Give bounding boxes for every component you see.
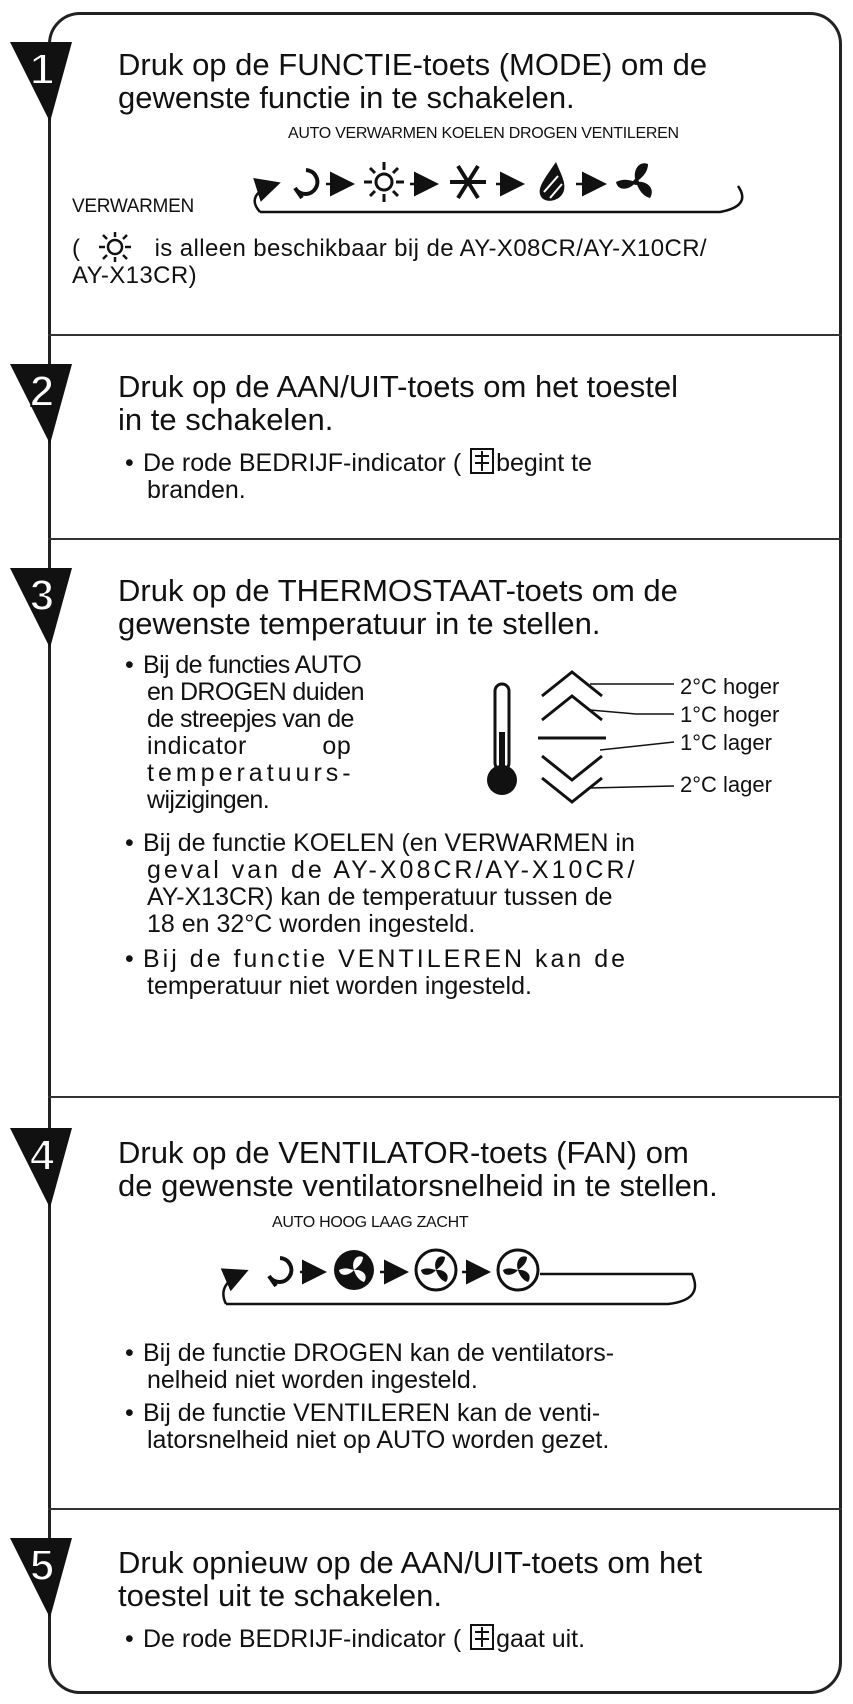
step-3-bullet-3: • Bij de functie VENTILEREN kan de temperatuur niet worden ingesteld. [125,945,629,1000]
svg-text:3: 3 [29,571,55,620]
fan-speed-labels: AUTO HOOG LAAG ZACHT [272,1214,469,1231]
step-5-bullet: • De rode BEDRIJF-indicator ( gaat uit. [125,1625,586,1653]
svg-text:1: 1 [29,45,55,94]
drop-icon [540,162,565,201]
auto-icon [295,170,317,198]
svg-text:2: 2 [29,367,55,416]
step-4-heading: Druk op de VENTILATOR-toets (FAN) om de gewenste ventilatorsnelheid in te stellen. [118,1135,718,1203]
mode-cycle-diagram [240,150,760,230]
operation-indicator-icon [470,448,494,474]
thermometer-icon [482,680,522,800]
step-1-heading: Druk op de FUNCTIE-toets (MODE) om de gewenste functie in te schakelen. [118,47,708,115]
step-2-heading: Druk op de AAN/UIT-toets om het toestel in te schakelen. [118,369,678,437]
fan-icon [616,163,652,198]
svg-text:4: 4 [29,1131,55,1180]
sun-icon [97,232,133,262]
step-3-marker [6,564,76,648]
temp-label-2-up: 2°C hoger [680,674,780,699]
step-3-bullet-2: • Bij de functie KOELEN (en VERWARMEN in geval van de AY-X08CR/AY-X10CR/ AY-X13CR) kan de temperatuur tussen de 18 en 32°C worden ingesteld. [125,829,638,938]
temp-label-1-up: 1°C hoger [680,702,780,727]
temp-label-1-down: 1°C lager [680,730,772,755]
temp-label-2-down: 2°C lager [680,772,772,797]
loop-label: VERWARMEN [72,196,194,217]
step-5-heading: Druk opnieuw op de AAN/UIT-toets om het toestel uit te schakelen. [118,1545,703,1613]
step-3-heading: Druk op de THERMOSTAAT-toets om de gewenste temperatuur in te stellen. [118,573,678,641]
step-2-marker [6,360,76,444]
step-1-note: ( is alleen beschikbaar bij de AY-X08CR/AY-X10CR/ AY-X13CR) [72,232,812,289]
auto-icon [269,1258,291,1286]
step-4-bullet-1: • Bij de functie DROGEN kan de ventilators- nelheid niet worden ingesteld. [125,1339,615,1394]
step-2-bullet: • De rode BEDRIJF-indicator ( begint te branden. [125,449,593,504]
fan-high-icon [334,1250,374,1290]
snowflake-icon [450,166,486,198]
section-divider [48,1508,842,1510]
operation-indicator-icon [470,1624,494,1650]
step-4-marker [6,1124,76,1208]
step-3-bullet-1: • Bij de functies AUTO en DROGEN duiden de streepjes van de indicator op temperatuurs- wijzigingen. [125,651,364,814]
section-divider [48,334,842,336]
step-4-bullet-2: • Bij de functie VENTILEREN kan de venti- latorsnelheid niet op AUTO worden gezet. [125,1399,610,1454]
mode-labels: AUTO VERWARMEN KOELEN DROGEN VENTILEREN [288,125,679,142]
step-1-marker [6,38,76,122]
step-5-marker [6,1534,76,1618]
fan-soft-icon [498,1250,538,1290]
fan-low-icon [416,1250,456,1290]
svg-text:5: 5 [29,1541,55,1590]
section-divider [48,538,842,540]
temperature-arrows-diagram [536,668,676,808]
sun-icon [364,162,404,202]
fan-speed-cycle-diagram [214,1238,714,1318]
section-divider [48,1096,842,1098]
